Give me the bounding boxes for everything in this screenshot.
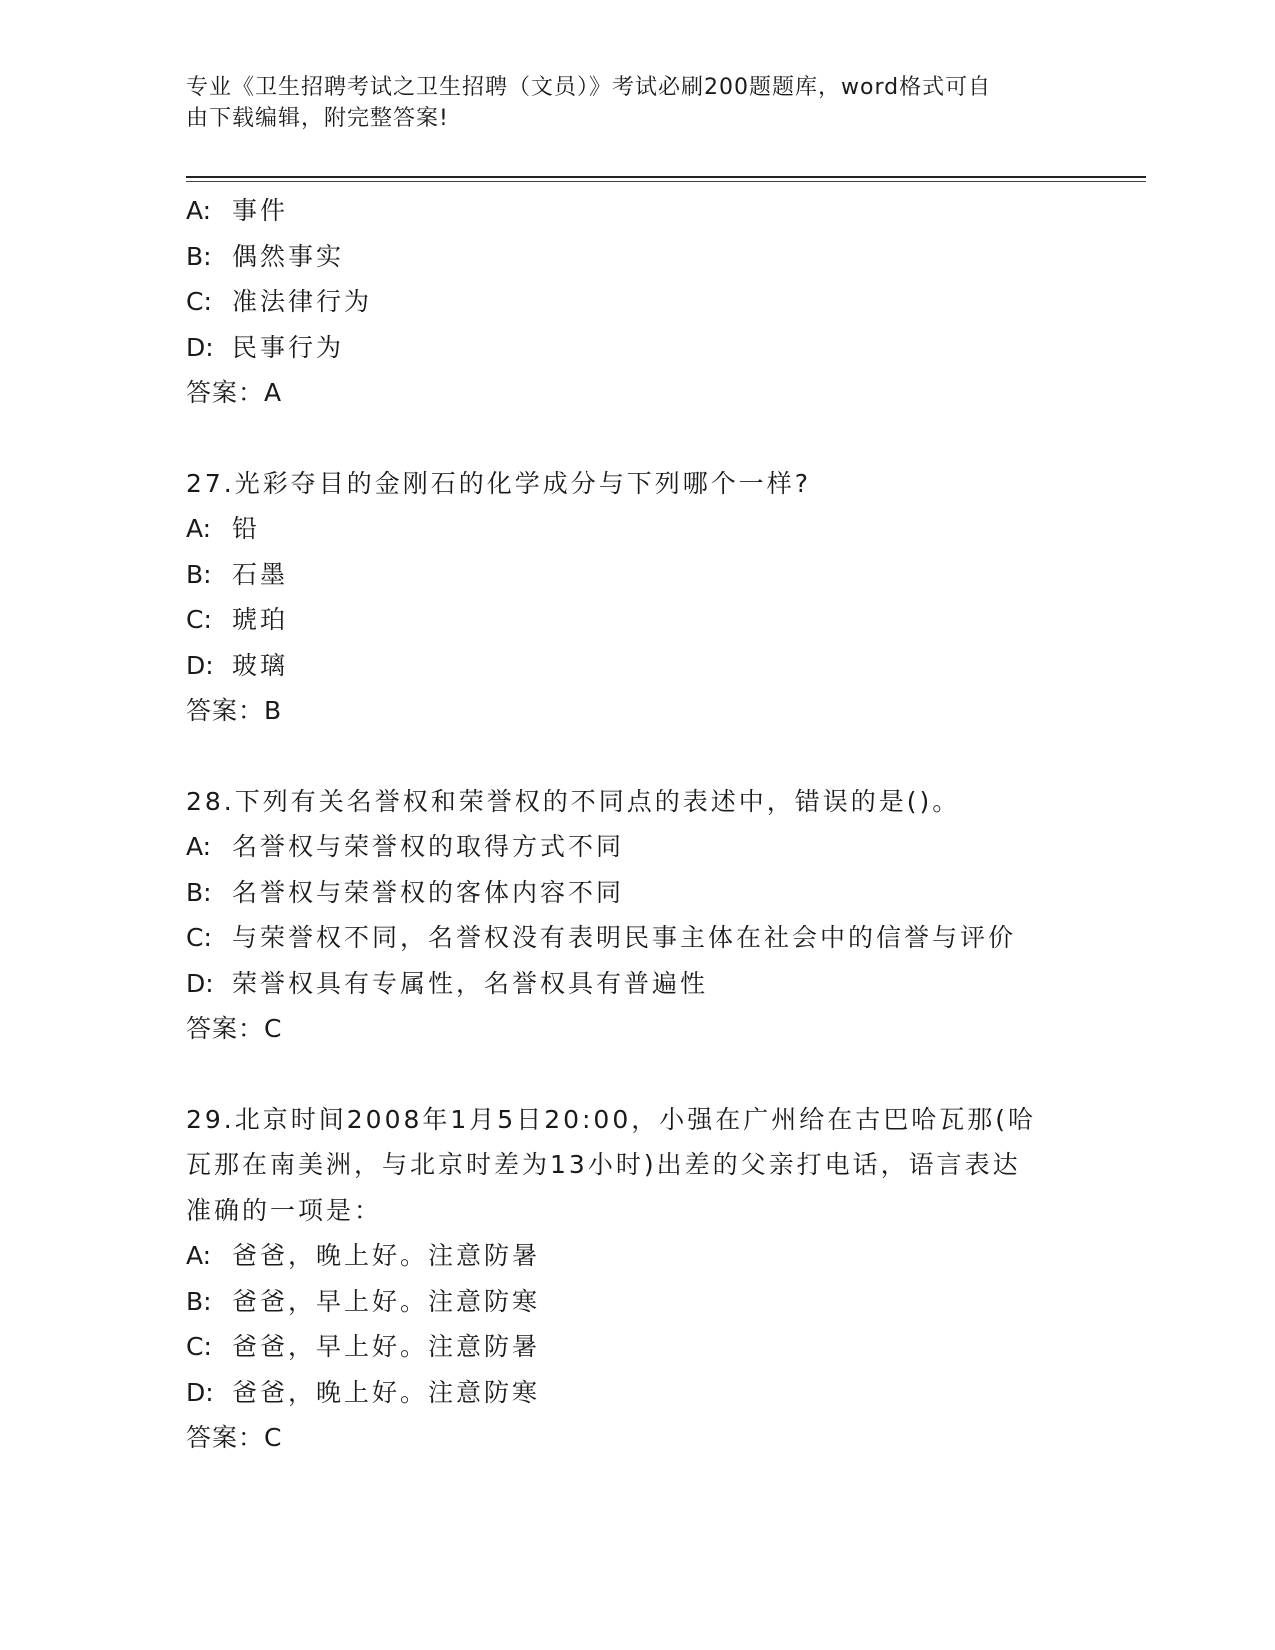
header-line-2: 由下载编辑，附完整答案!	[186, 106, 449, 131]
option-c: C: 爸爸，早上好。注意防暑	[186, 1332, 541, 1361]
answer-line: 答案：B	[186, 696, 283, 725]
option-b: B: 名誉权与荣誉权的客体内容不同	[186, 877, 625, 907]
option-a: A: 名誉权与荣誉权的取得方式不同	[186, 832, 625, 861]
spacer	[186, 416, 1086, 461]
answer-line: 答案：C	[186, 1423, 283, 1452]
option-a: A: 爸爸，晚上好。注意防暑	[186, 1241, 541, 1270]
header-divider-thin	[186, 181, 1146, 182]
option-a: A: 事件	[186, 196, 289, 225]
answer-line: 答案：A	[186, 378, 283, 407]
option-d: D: 爸爸，晚上好。注意防寒	[186, 1377, 541, 1407]
option-b: B: 石墨	[186, 559, 289, 589]
option-d: D: 民事行为	[186, 332, 345, 362]
question-29	[186, 1097, 1086, 1461]
option-c: C: 与荣誉权不同，名誉权没有表明民事主体在社会中的信誉与评价	[186, 923, 1017, 952]
question-text: 28.下列有关名誉权和荣誉权的不同点的表述中，错误的是()。	[186, 786, 961, 816]
header-divider-thick	[186, 176, 1146, 178]
option-c: C: 准法律行为	[186, 287, 373, 316]
option-b: B: 爸爸，早上好。注意防寒	[186, 1286, 541, 1316]
option-a: A: 铅	[186, 514, 261, 543]
option-d: D: 玻璃	[186, 650, 289, 680]
question-28	[186, 779, 1086, 1052]
answer-line: 答案：C	[186, 1014, 283, 1043]
question-content	[186, 188, 1086, 1461]
spacer	[186, 1052, 1086, 1097]
option-b: B: 偶然事实	[186, 241, 345, 271]
option-c: C: 琥珀	[186, 605, 289, 634]
question-text-line-3: 准确的一项是：	[186, 1195, 383, 1225]
question-text-line-1: 29.北京时间2008年1月5日20:00，小强在广州给在古巴哈瓦那(哈	[186, 1104, 1036, 1134]
header-line-1: 专业《卫生招聘考试之卫生招聘（文员）》考试必刷200题题库，word格式可自	[186, 75, 992, 100]
document-header	[186, 72, 1066, 134]
prev-question-block	[186, 188, 1086, 416]
spacer	[186, 734, 1086, 779]
question-text: 27.光彩夺目的金刚石的化学成分与下列哪个一样?	[186, 468, 812, 498]
question-text-line-2: 瓦那在南美洲，与北京时差为13小时)出差的父亲打电话，语言表达	[186, 1150, 1021, 1179]
option-d: D: 荣誉权具有专属性，名誉权具有普遍性	[186, 968, 709, 998]
question-27	[186, 461, 1086, 734]
